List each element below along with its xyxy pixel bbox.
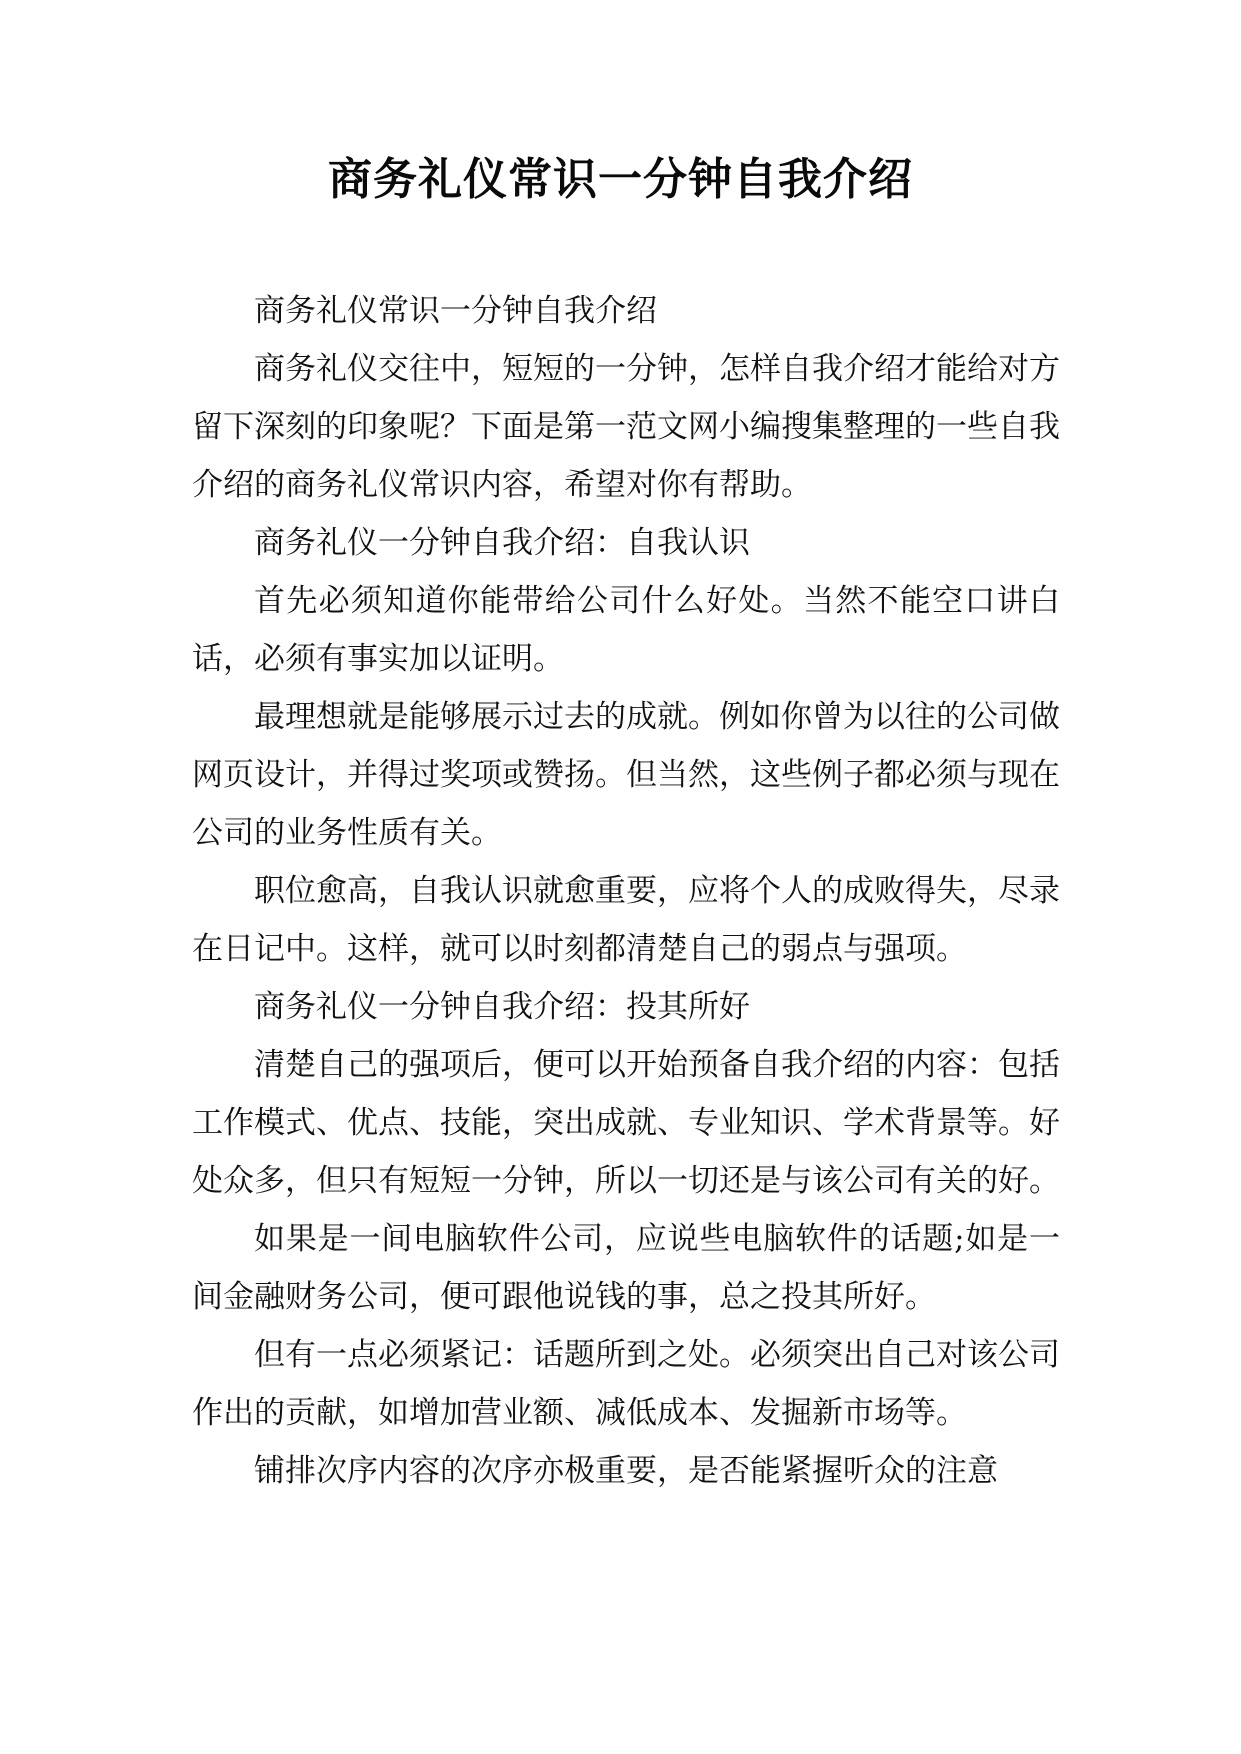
paragraph: 如果是一间电脑软件公司，应说些电脑软件的话题;如是一间金融财务公司，便可跟他说钱的事，总之投其所好。 <box>192 1221 1060 1315</box>
paragraph: 最理想就是能够展示过去的成就。例如你曾为以往的公司做网页设计，并得过奖项或赞扬。但当然，这些例子都必须与现在公司的业务性质有关。 <box>192 699 1060 851</box>
document-body <box>192 282 1060 1500</box>
page-title: 商务礼仪常识一分钟自我介绍 <box>328 154 913 205</box>
paragraph: 清楚自己的强项后，便可以开始预备自我介绍的内容：包括工作模式、优点、技能，突出成就、专业知识、学术背景等。好处众多，但只有短短一分钟，所以一切还是与该公司有关的好。 <box>192 1047 1060 1199</box>
paragraph: 首先必须知道你能带给公司什么好处。当然不能空口讲白话，必须有事实加以证明。 <box>192 583 1060 677</box>
section-heading-cater-interests: 商务礼仪一分钟自我介绍：投其所好 <box>254 989 750 1025</box>
paragraph-truncated: 铺排次序内容的次序亦极重要，是否能紧握听众的注意 <box>254 1453 998 1489</box>
paragraph-intro: 商务礼仪交往中，短短的一分钟，怎样自我介绍才能给对方留下深刻的印象呢？下面是第一范文网小编搜集整理的一些自我介绍的商务礼仪常识内容，希望对你有帮助。 <box>192 351 1060 503</box>
section-heading-self-awareness: 商务礼仪一分钟自我介绍：自我认识 <box>254 525 750 561</box>
paragraph: 但有一点必须紧记：话题所到之处。必须突出自己对该公司作出的贡献，如增加营业额、减低成本、发掘新市场等。 <box>192 1337 1060 1431</box>
paragraph: 职位愈高，自我认识就愈重要，应将个人的成败得失，尽录在日记中。这样，就可以时刻都清楚自己的弱点与强项。 <box>192 873 1060 967</box>
paragraph-subtitle: 商务礼仪常识一分钟自我介绍 <box>254 293 657 329</box>
